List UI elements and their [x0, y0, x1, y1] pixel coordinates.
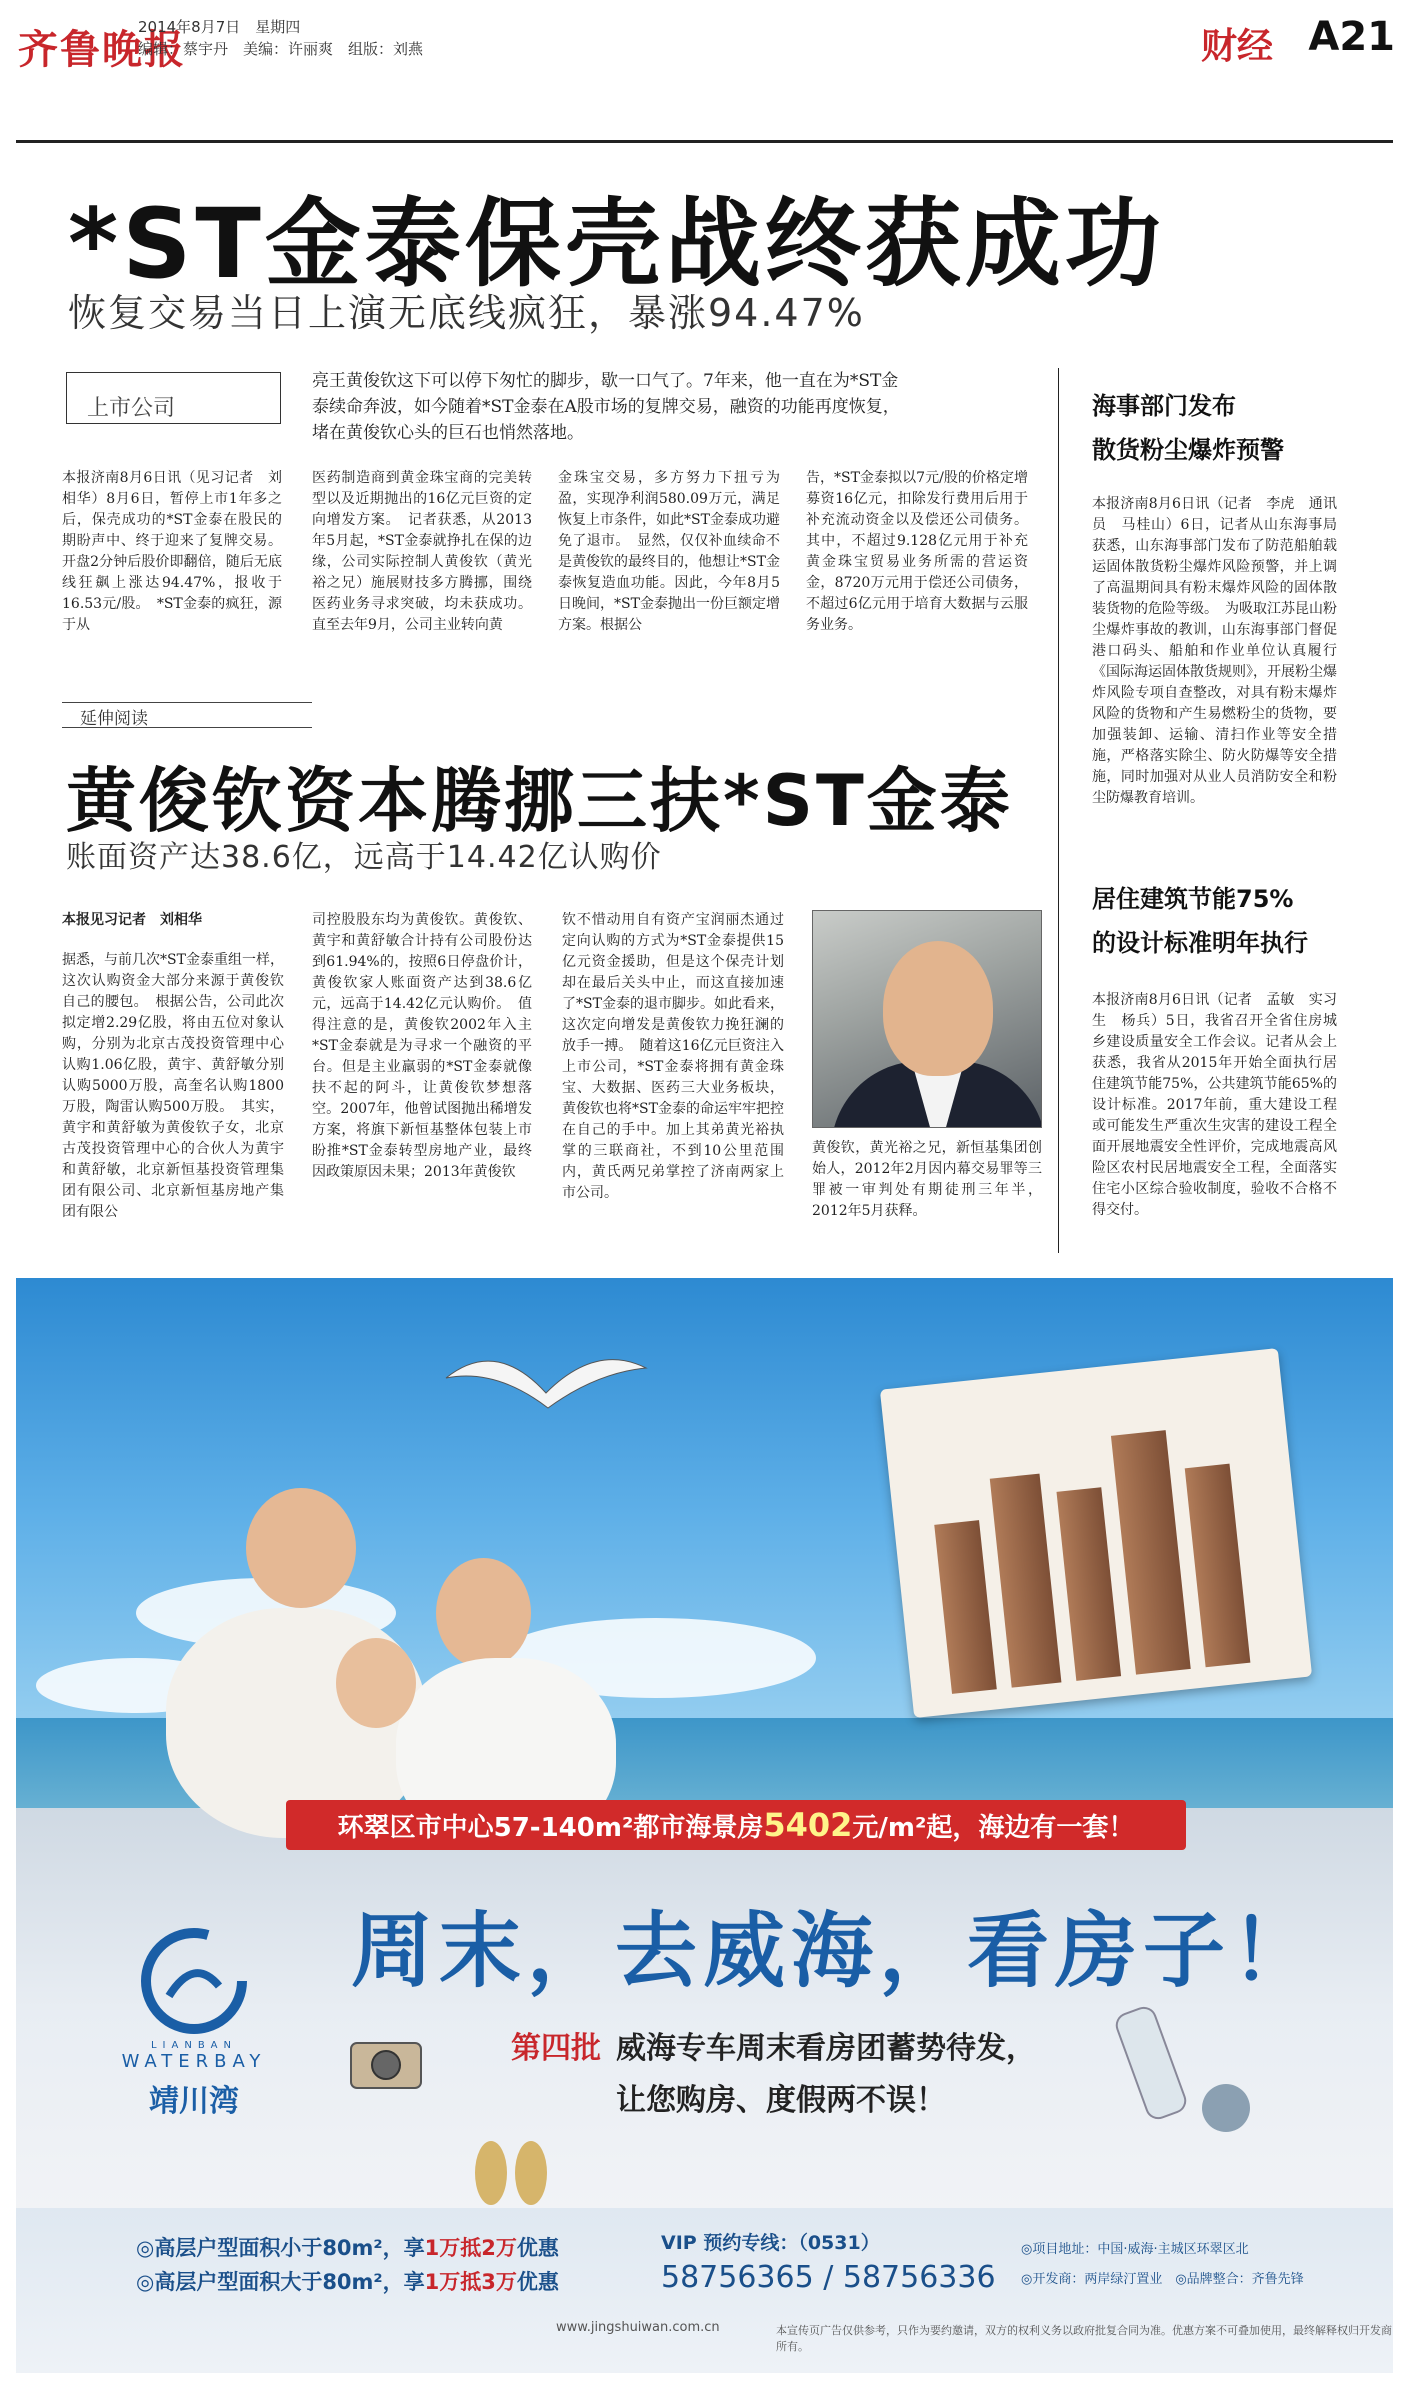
column-divider: [1058, 368, 1059, 1253]
hotline-label: VIP 预约专线：（0531）: [661, 2232, 880, 2254]
date-line: 2014年8月7日 星期四: [138, 18, 301, 36]
photo-caption: 黄俊钦，黄光裕之兄，新恒基集团创始人，2012年2月因内幕交易罪等三罪被一审判处有期徒刑三年半，2012年5月获释。: [812, 1140, 1042, 1219]
sidebar-story-1-title-line-2: 散货粉尘爆炸预警: [1092, 436, 1284, 464]
extended-reading-bar: [62, 702, 312, 728]
price-banner-suffix: 元/m²起，海边有一套！: [852, 1813, 1135, 1843]
section-tag: [66, 372, 281, 424]
website-link[interactable]: www.jingshuiwan.com.cn: [556, 2320, 720, 2335]
offer-2-text: ◎高层户型面积大于80m²，享: [136, 2270, 425, 2294]
offer-2-highlight: 1万抵3万: [424, 2270, 517, 2294]
main-col-4: 告，*ST金泰拟以7元/股的价格定增募资16亿元，扣除发行费用后用于补充流动资金以及偿还公司债务。其中，不超过9.128亿元用于补充黄金珠宝贸易业务所需的营运资金，8720万元用于偿还公司债务，不超过6亿元用于培育大数据与云服务业务。: [806, 470, 1028, 633]
seagull-icon: [436, 1338, 656, 1448]
bottle-and-shells-icon: [1106, 1998, 1286, 2158]
price-banner-text: 环翠区市中心57-140m²都市海景房: [337, 1813, 764, 1843]
sandals-icon: [461, 2138, 561, 2208]
camera-icon: [346, 2023, 426, 2093]
building-photo-card: [880, 1348, 1312, 1718]
second-col-2: 司控股股东均为黄俊钦。黄俊钦、黄宇和黄舒敏合计持有公司股份达到61.94%的，按照6日停盘价计，黄俊钦家人账面资产达到38.6亿元，远高于14.42亿元认购价。 值得注意的是，黄俊钦2002年入主*ST金泰就是为寻求一个融资的平台。但是主业羸弱的*ST金泰就像扶不起的阿斗，让黄俊钦梦想落空。2007年，他曾试图抛出稀增发方案，将旗下新恒基整体包装上市盼推*ST金泰转型房地产业，最终因政策原因未果；2013年黄俊钦: [312, 912, 532, 1180]
sidebar-story-2-title-line-1: 居住建筑节能75%: [1092, 885, 1294, 913]
brand-name-en: WATERBAY: [121, 2051, 267, 2072]
editor-line: 编辑：蔡宇丹 美编：许丽爽 组版：刘燕: [138, 40, 424, 58]
project-address: ◎项目地址：中国·威海·主城区环翠区北: [1021, 2242, 1249, 2257]
section-title: 财经: [1200, 26, 1273, 67]
sidebar-story-2-title-line-2: 的设计标准明年执行: [1092, 929, 1308, 957]
main-subhead: 恢复交易当日上演无底线疯狂，暴涨94.47%: [68, 291, 865, 335]
main-lead: 亮王黄俊钦这下可以停下匆忙的脚步，歇一口气了。7年来，他一直在为*ST金泰续命奔波，如今随着*ST金泰在A股市场的复牌交易，融资的功能再度恢复，堵在黄俊钦心头的巨石也悄然落地。: [312, 371, 900, 443]
building-tower: [990, 1474, 1062, 1688]
main-headline: *ST金泰保壳战终获成功: [68, 188, 1165, 300]
second-col-1: 据悉，与前几次*ST金泰重组一样，这次认购资金大部分来源于黄俊钦自己的腰包。 根据公告，公司此次拟定增2.29亿股，将由五位对象认购，分别为北京古茂投资管理中心认购1.06亿股，黄宇、黄舒敏分别认购5000万股，高奎名认购1800万股，陶雷认购500万股。 其实，黄宇和黄舒敏为黄俊钦子女，北京古茂投资管理中心的合伙人为黄宇和黄舒敏，北京新恒基投资管理集团有限公司、北京新恒基房地产集团有限公: [62, 952, 284, 1220]
portrait-face: [883, 941, 993, 1076]
main-col-3: 金珠宝交易，多方努力下扭亏为盈，实现净利润580.09万元，满足恢复上市条件，如此*ST金泰成功避免了退市。 显然，仅仅补血续命不是黄俊钦的最终目的，他想让*ST金泰恢复造血功能。因此，今年8月5日晚间，*ST金泰抛出一份巨额定增方案。根据公: [558, 470, 780, 633]
main-col-1: 本报济南8月6日讯（见习记者 刘相华）8月6日，暂停上市1年多之后，保壳成功的*ST金泰在股民的期盼声中、终于迎来了复牌交易。开盘2分钟后股价即翻倍，随后无底线狂飙上涨达94.47%，报收于16.53元/股。 *ST金泰的疯狂，源于从: [62, 470, 282, 633]
brand-logo: [94, 1926, 294, 2120]
second-headline: 黄俊钦资本腾挪三扶*ST金泰: [66, 760, 1013, 842]
portrait-photo: [812, 910, 1042, 1128]
price-banner: [286, 1800, 1186, 1850]
sidebar-story-1-title-line-1: 海事部门发布: [1092, 392, 1236, 420]
building-tower: [1185, 1464, 1251, 1668]
second-byline: 本报见习记者 刘相华: [62, 912, 202, 928]
page-number: A21: [1308, 14, 1395, 60]
newspaper-logo: 齐鲁晚报: [18, 26, 186, 73]
price-value: 5402: [763, 1806, 853, 1844]
offer-1: [136, 2232, 559, 2262]
second-col-3: 钦不惜动用自有资产宝润丽杰通过定向认购的方式为*ST金泰提供15亿元资金援助，但是这个保壳计划却在最后关头中止，而这直接加速了*ST金泰的退市脚步。如此看来，这次定向增发是黄俊钦力挽狂澜的放手一搏。 随着这16亿元巨资注入上市公司，*ST金泰将拥有黄金珠宝、大数据、医药三大业务板块，黄俊钦也将*ST金泰的命运牢牢把控在自己的手中。加上其弟黄光裕执掌的三联商社，不到10公里范围内，黄氏两兄弟掌控了济南两家上市公司。: [562, 912, 784, 1201]
offer-1-highlight: 1万抵2万: [424, 2236, 517, 2260]
ad-disclaimer: 本宣传页广告仅供参考，只作为要约邀请，双方的权利义务以政府批复合同为准。优惠方案不可叠加使用，最终解释权归开发商所有。: [776, 2324, 1392, 2353]
offer-2-suffix: 优惠: [516, 2270, 559, 2294]
second-subhead: 账面资产达38.6亿，远高于14.42亿认购价: [66, 840, 662, 875]
brand-name-top: LIANBAN: [150, 2040, 238, 2051]
real-estate-advert: [16, 1278, 1393, 2373]
ad-line-2: 让您购房、度假两不误！: [616, 2083, 946, 2118]
hotline-number[interactable]: 58756365 / 58756336: [661, 2260, 996, 2295]
brand-name-cn: 靖川湾: [149, 2084, 239, 2119]
extended-reading-label: 延伸阅读: [80, 709, 148, 729]
section-tag-label: 上市公司: [87, 396, 176, 421]
main-col-2: 医药制造商到黄金珠宝商的完美转型以及近期抛出的16亿元巨资的定向增发方案。 记者获悉，从2013年5月起，*ST金泰就挣扎在保的边缘，公司实际控制人黄俊钦（黄光裕之兄）施展财技多方腾挪，围绕医药业务寻求突破，均未获成功。直至去年9月，公司主业转向黄: [312, 470, 532, 633]
offer-1-suffix: 优惠: [516, 2236, 559, 2260]
family-member: [336, 1638, 416, 1728]
building-tower: [1056, 1487, 1121, 1681]
offer-1-text: ◎高层户型面积小于80m²，享: [136, 2236, 425, 2260]
ad-line-1: 威海专车周末看房团蓄势待发，: [616, 2031, 1036, 2066]
family-member: [246, 1488, 356, 1608]
developer-info: ◎开发商：两岸绿汀置业 ◎品牌整合：齐鲁先锋: [1021, 2272, 1304, 2287]
top-rule: [16, 140, 1393, 143]
brand-wave-icon: [139, 1926, 249, 2036]
family-member: [436, 1558, 531, 1668]
sidebar-story-1-body: 本报济南8月6日讯（记者 李虎 通讯员 马桂山）6日，记者从山东海事局获悉，山东海事部门发布了防范船舶载运固体散货粉尘爆炸风险预警，并上调了高温期间具有粉末爆炸风险的固体散装货物的危险等级。 为吸取江苏昆山粉尘爆炸事故的教训，山东海事部门督促港口码头、船舶和作业单位认真履行《国际海运固体散货规则》，开展粉尘爆炸风险专项自查整改，对具有粉末爆炸风险的货物和产生易燃粉尘的货物，要加强装卸、运输、清扫作业等安全措施，严格落实除尘、防火防爆等安全措施，同时加强对从业人员消防安全和粉尘防爆教育培训。: [1092, 496, 1337, 806]
building-tower: [1111, 1430, 1191, 1674]
offer-2: [136, 2266, 559, 2296]
batch-label: 第四批: [511, 2031, 601, 2066]
building-tower: [934, 1520, 997, 1694]
ad-slogan: 周末，去威海，看房子！: [351, 1904, 1320, 1999]
sidebar-story-2-body: 本报济南8月6日讯（记者 孟敏 实习生 杨兵）5日，我省召开全省住房城乡建设质量安全工作会议。记者从会上获悉，我省从2015年开始全面执行居住建筑节能75%，公共建筑节能65%的设计标准。2017年前，重大建设工程或可能发生严重次生灾害的建设工程全面开展地震安全性评价，完成地震高风险区农村民居地震安全工程，全面落实住宅小区综合验收制度，验收不合格不得交付。: [1092, 992, 1337, 1218]
